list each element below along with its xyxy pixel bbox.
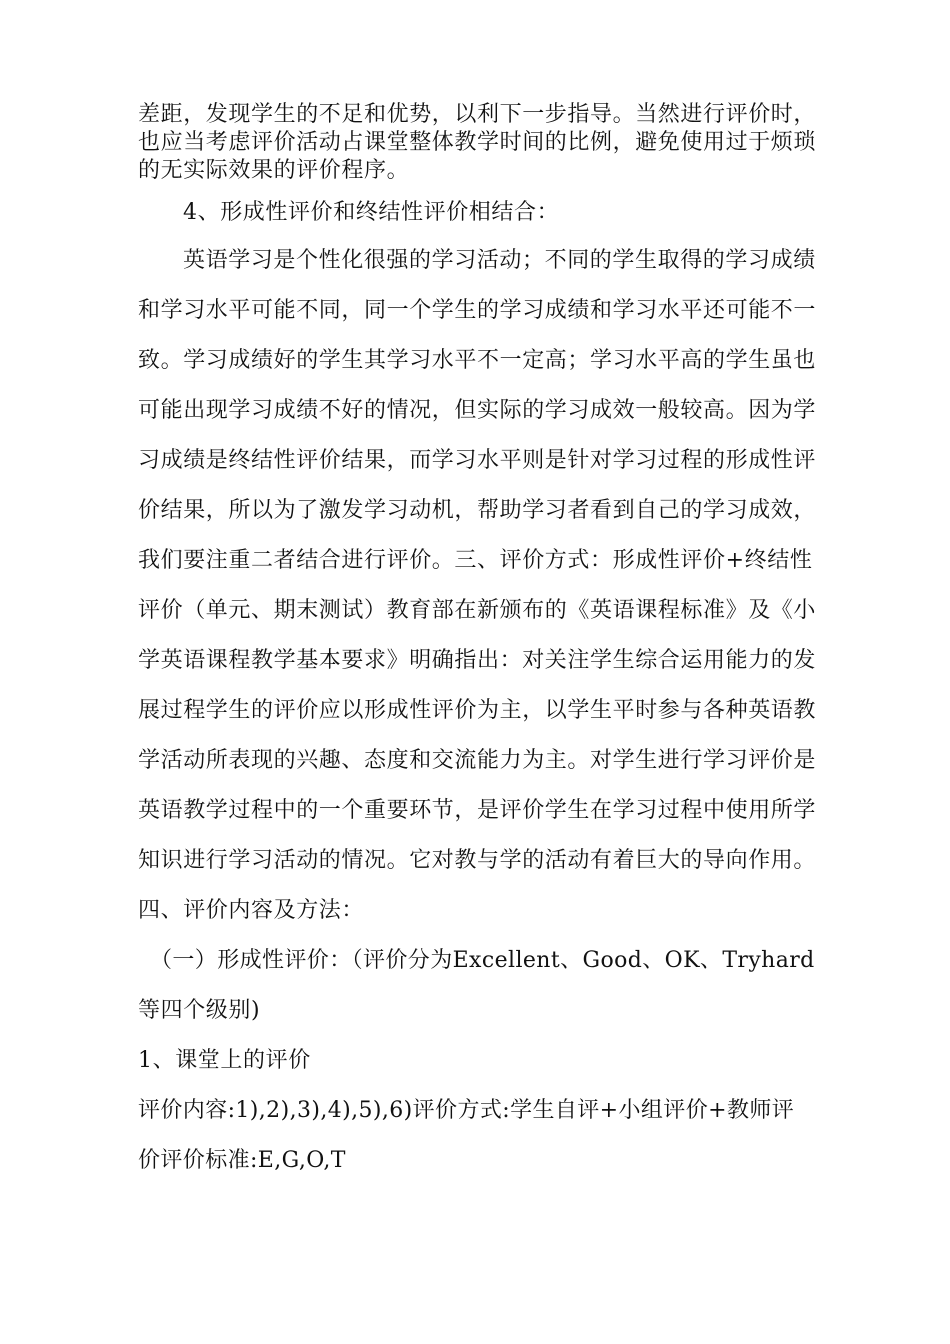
section-heading: 四、评价内容及方法： bbox=[138, 898, 365, 923]
paragraph-line: 也应当考虑评价活动占课堂整体教学时间的比例，避免使用过于烦琐 bbox=[138, 130, 817, 155]
paragraph-line: 知识进行学习活动的情况。它对教与学的活动有着巨大的导向作用。 bbox=[138, 848, 817, 873]
paragraph-line: 学活动所表现的兴趣、态度和交流能力为主。对学生进行学习评价是 bbox=[138, 748, 817, 773]
paragraph-line: 展过程学生的评价应以形成性评价为主，以学生平时参与各种英语教 bbox=[138, 698, 817, 723]
sub-heading-continued: 等四个级别) bbox=[138, 998, 261, 1023]
section-heading: 4、形成性评价和终结性评价相结合： bbox=[183, 200, 560, 225]
paragraph-line: 的无实际效果的评价程序。 bbox=[138, 158, 410, 183]
paragraph-line: 致。学习成绩好的学生其学习水平不一定高；学习水平高的学生虽也 bbox=[138, 348, 817, 373]
paragraph-line: 英语学习是个性化很强的学习活动；不同的学生取得的学习成绩 bbox=[183, 248, 816, 273]
paragraph-line: 差距，发现学生的不足和优势，以利下一步指导。当然进行评价时， bbox=[138, 102, 817, 127]
paragraph-line: 英语教学过程中的一个重要环节，是评价学生在学习过程中使用所学 bbox=[138, 798, 817, 823]
paragraph-line: 价评价标准:E,G,O,T bbox=[138, 1148, 346, 1173]
sub-heading: （一）形成性评价：（评价分为Excellent、Good、OK、Tryhard bbox=[150, 948, 815, 973]
paragraph-line: 价结果，所以为了激发学习动机，帮助学习者看到自己的学习成效， bbox=[138, 498, 817, 523]
paragraph-line: 评价（单元、期末测试）教育部在新颁布的《英语课程标准》及《小 bbox=[138, 598, 817, 623]
paragraph-line: 评价内容:1),2),3),4),5),6)评价方式:学生自评+小组评价+教师评 bbox=[138, 1098, 795, 1123]
paragraph-line: 和学习水平可能不同，同一个学生的学习成绩和学习水平还可能不一 bbox=[138, 298, 817, 323]
paragraph-line: 学英语课程教学基本要求》明确指出：对关注学生综合运用能力的发 bbox=[138, 648, 817, 673]
paragraph-line: 可能出现学习成绩不好的情况，但实际的学习成效一般较高。因为学 bbox=[138, 398, 817, 423]
paragraph-line: 习成绩是终结性评价结果，而学习水平则是针对学习过程的形成性评 bbox=[138, 448, 817, 473]
paragraph-line: 我们要注重二者结合进行评价。三、评价方式：形成性评价+终结性 bbox=[138, 548, 813, 573]
list-item-heading: 1、课堂上的评价 bbox=[138, 1048, 311, 1073]
